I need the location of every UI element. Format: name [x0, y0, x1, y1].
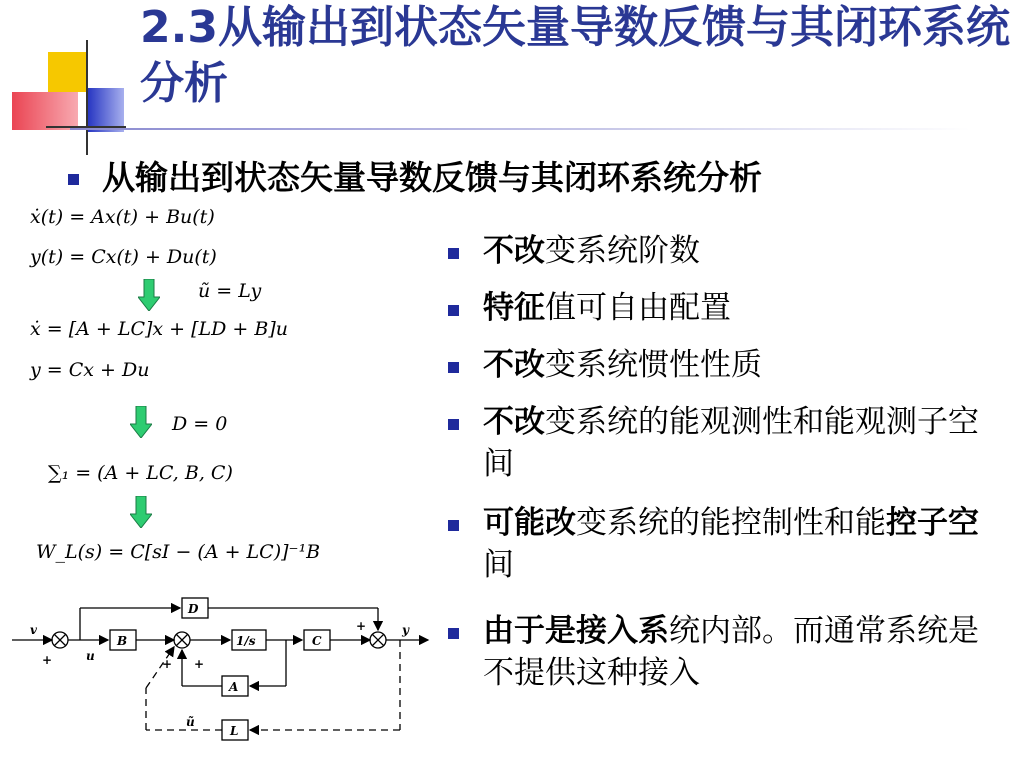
bullet-icon [448, 520, 459, 531]
title-divider [70, 128, 970, 130]
equation-output: y(t) = Cx(t) + Du(t) [30, 246, 217, 268]
slide-title: 2.3从输出到状态矢量导数反馈与其闭环系统分析 [140, 2, 1010, 109]
block-b-label: B [117, 634, 128, 648]
sum-plus-label: + [356, 619, 367, 633]
equation-system-triple: ∑₁ = (A + LC, B, C) [48, 462, 233, 484]
bullet-order: 不改变系统阶数 [483, 233, 700, 269]
equation-closed-state: ẋ = [A + LC]x + [LD + B]u [30, 318, 289, 340]
bullet-icon [448, 305, 459, 316]
block-diagram [0, 590, 440, 750]
bullet-icon [448, 362, 459, 373]
section-subtitle: 从输出到状态矢量导数反馈与其闭环系统分析 [102, 158, 762, 197]
bullet-controllability: 可能改变系统的能控制性和能控子空间 [483, 505, 979, 583]
sum-plus-label: + [162, 657, 173, 671]
block-l-label: L [230, 724, 239, 738]
equation-state: ẋ(t) = Ax(t) + Bu(t) [30, 206, 215, 228]
sum-plus-label: + [42, 653, 53, 667]
bullet-eigenvalues: 特征值可自由配置 [483, 290, 731, 326]
equation-feedback: ũ = Ly [198, 280, 262, 302]
signal-y-label: y [402, 623, 409, 637]
bullet-icon [448, 419, 459, 430]
block-integrator-label: 1/s [236, 634, 256, 648]
signal-u-label: u [86, 649, 95, 663]
signal-v-label: v [30, 623, 37, 637]
equation-d-zero: D = 0 [172, 413, 228, 435]
bullet-observability: 不改变系统的能观测性和能观测子空间 [483, 404, 979, 482]
down-arrow-icon [130, 406, 152, 442]
block-a-label: A [229, 680, 239, 694]
block-c-label: C [312, 634, 322, 648]
bullet-inertia: 不改变系统惯性性质 [483, 347, 762, 383]
bullet-access: 由于是接入系统内部。而通常系统是不提供这种接入 [483, 613, 979, 691]
logo-decoration [0, 0, 140, 160]
down-arrow-icon [130, 496, 152, 532]
bullet-icon [448, 248, 459, 259]
equation-closed-output: y = Cx + Du [30, 359, 150, 381]
sum-plus-label: + [194, 657, 205, 671]
subhead-bullet-icon [68, 174, 79, 185]
signal-u-tilde-label: ũ [186, 715, 195, 729]
bullet-icon [448, 628, 459, 639]
down-arrow-icon [138, 279, 160, 315]
equation-transfer-function: W_L(s) = C[sI − (A + LC)]⁻¹B [36, 541, 321, 563]
block-d-label: D [188, 602, 199, 616]
